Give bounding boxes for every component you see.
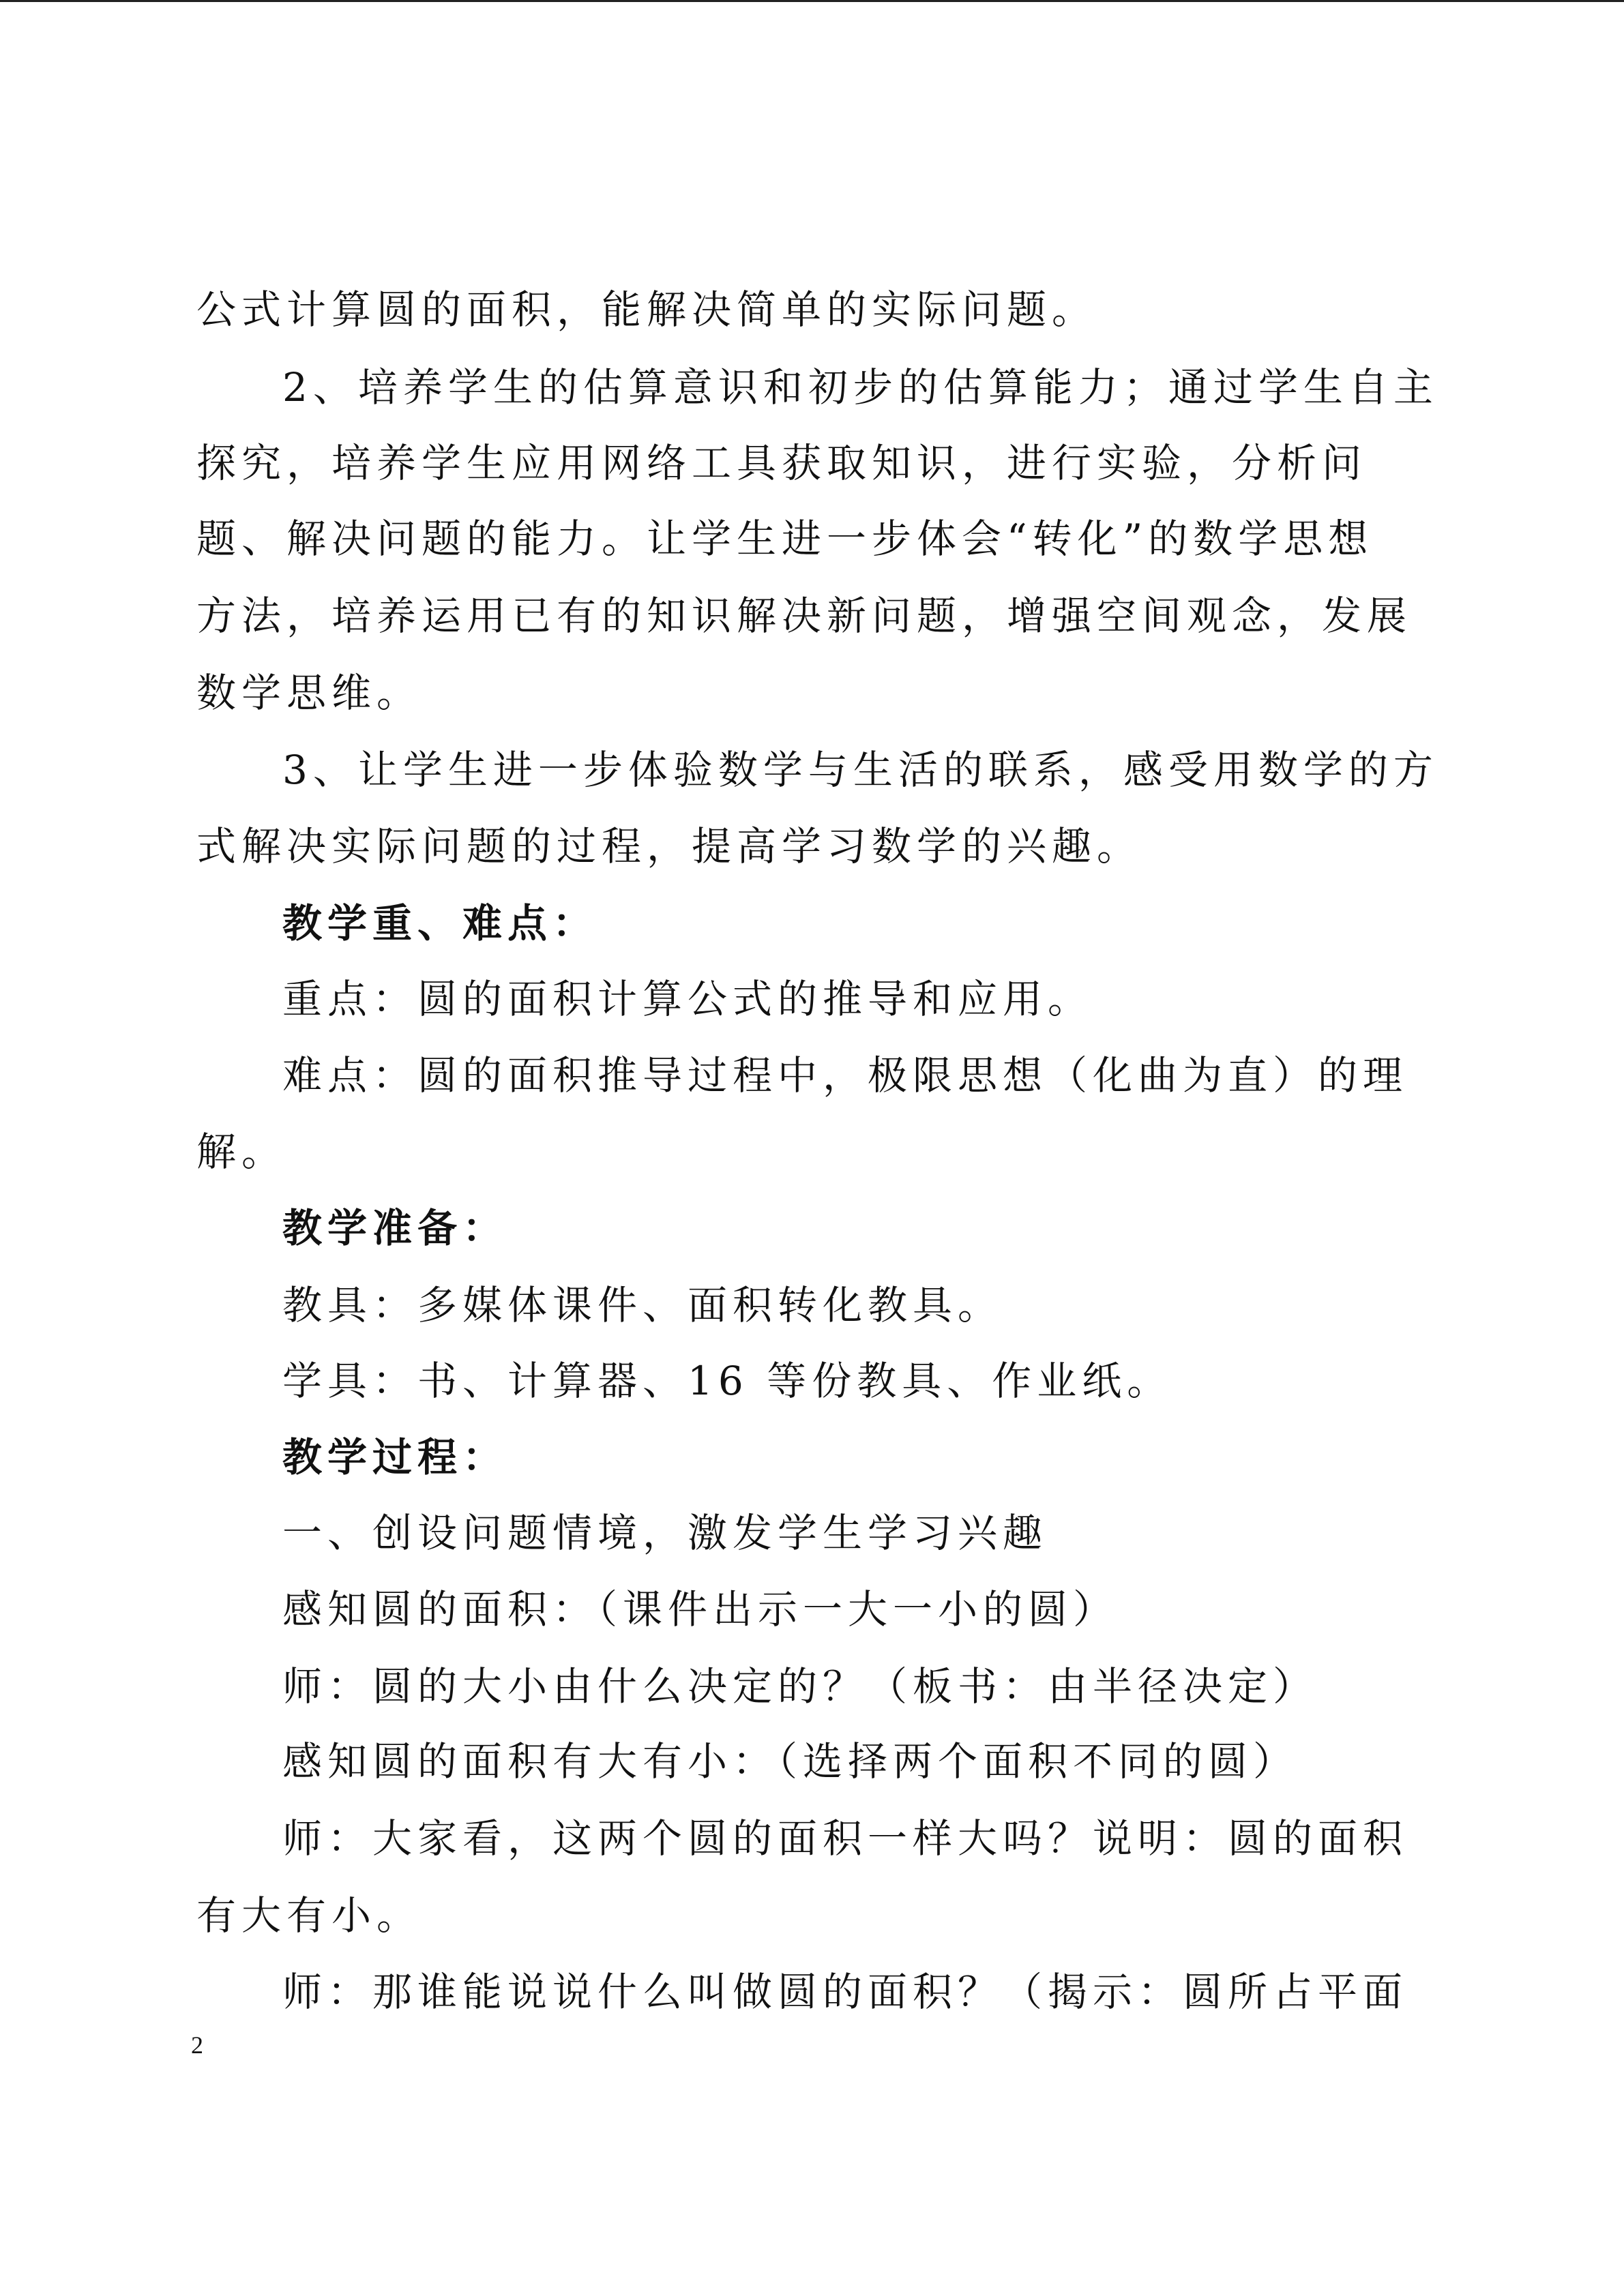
text-line: 一、创设问题情境，激发学生学习兴趣 (282, 1510, 1048, 1556)
text-line: 解。 (196, 1129, 287, 1175)
text-line: 感知圆的面积：（课件出示一大一小的圆） (282, 1586, 1119, 1632)
text-line: 感知圆的面积有大有小：（选择两个面积不同的圆） (282, 1738, 1299, 1785)
text-line: 学具：书、计算器、16 等份教具、作业纸。 (282, 1358, 1172, 1404)
text-line: 师：那谁能说说什么叫做圆的面积？（揭示：圆所占平面 (282, 1969, 1408, 2015)
text-line: 教具：多媒体课件、面积转化教具。 (282, 1282, 1003, 1328)
text-line: 师：大家看，这两个圆的面积一样大吗？说明：圆的面积 (282, 1815, 1408, 1862)
text-line: 题、解决问题的能力。让学生进一步体会“转化”的数学思想 (196, 516, 1374, 562)
text-line: 重点：圆的面积计算公式的推导和应用。 (282, 976, 1093, 1022)
text-line: 数学思维。 (196, 670, 422, 716)
text-line: 3、让学生进一步体验数学与生活的联系，感受用数学的方 (282, 747, 1438, 793)
text-line: 有大有小。 (196, 1892, 422, 1939)
text-line: 师：圆的大小由什么决定的？（板书：由半径决定） (282, 1663, 1318, 1710)
page-number: 2 (191, 2031, 203, 2059)
text-line: 难点：圆的面积推导过程中，极限思想（化曲为直）的理 (282, 1052, 1408, 1099)
section-heading: 教学重、难点： (282, 900, 598, 946)
text-line: 公式计算圆的面积，能解决简单的实际问题。 (196, 286, 1097, 333)
text-line: 2、培养学生的估算意识和初步的估算能力；通过学生自主 (282, 364, 1438, 411)
text-line: 式解决实际问题的过程，提高学习数学的兴趣。 (196, 823, 1142, 869)
section-heading: 教学准备： (282, 1205, 508, 1251)
text-line: 探究，培养学生应用网络工具获取知识，进行实验，分析问 (196, 440, 1368, 486)
text-line: 方法，培养运用已有的知识解决新问题，增强空间观念，发展 (196, 593, 1413, 639)
section-heading: 教学过程： (282, 1434, 508, 1480)
